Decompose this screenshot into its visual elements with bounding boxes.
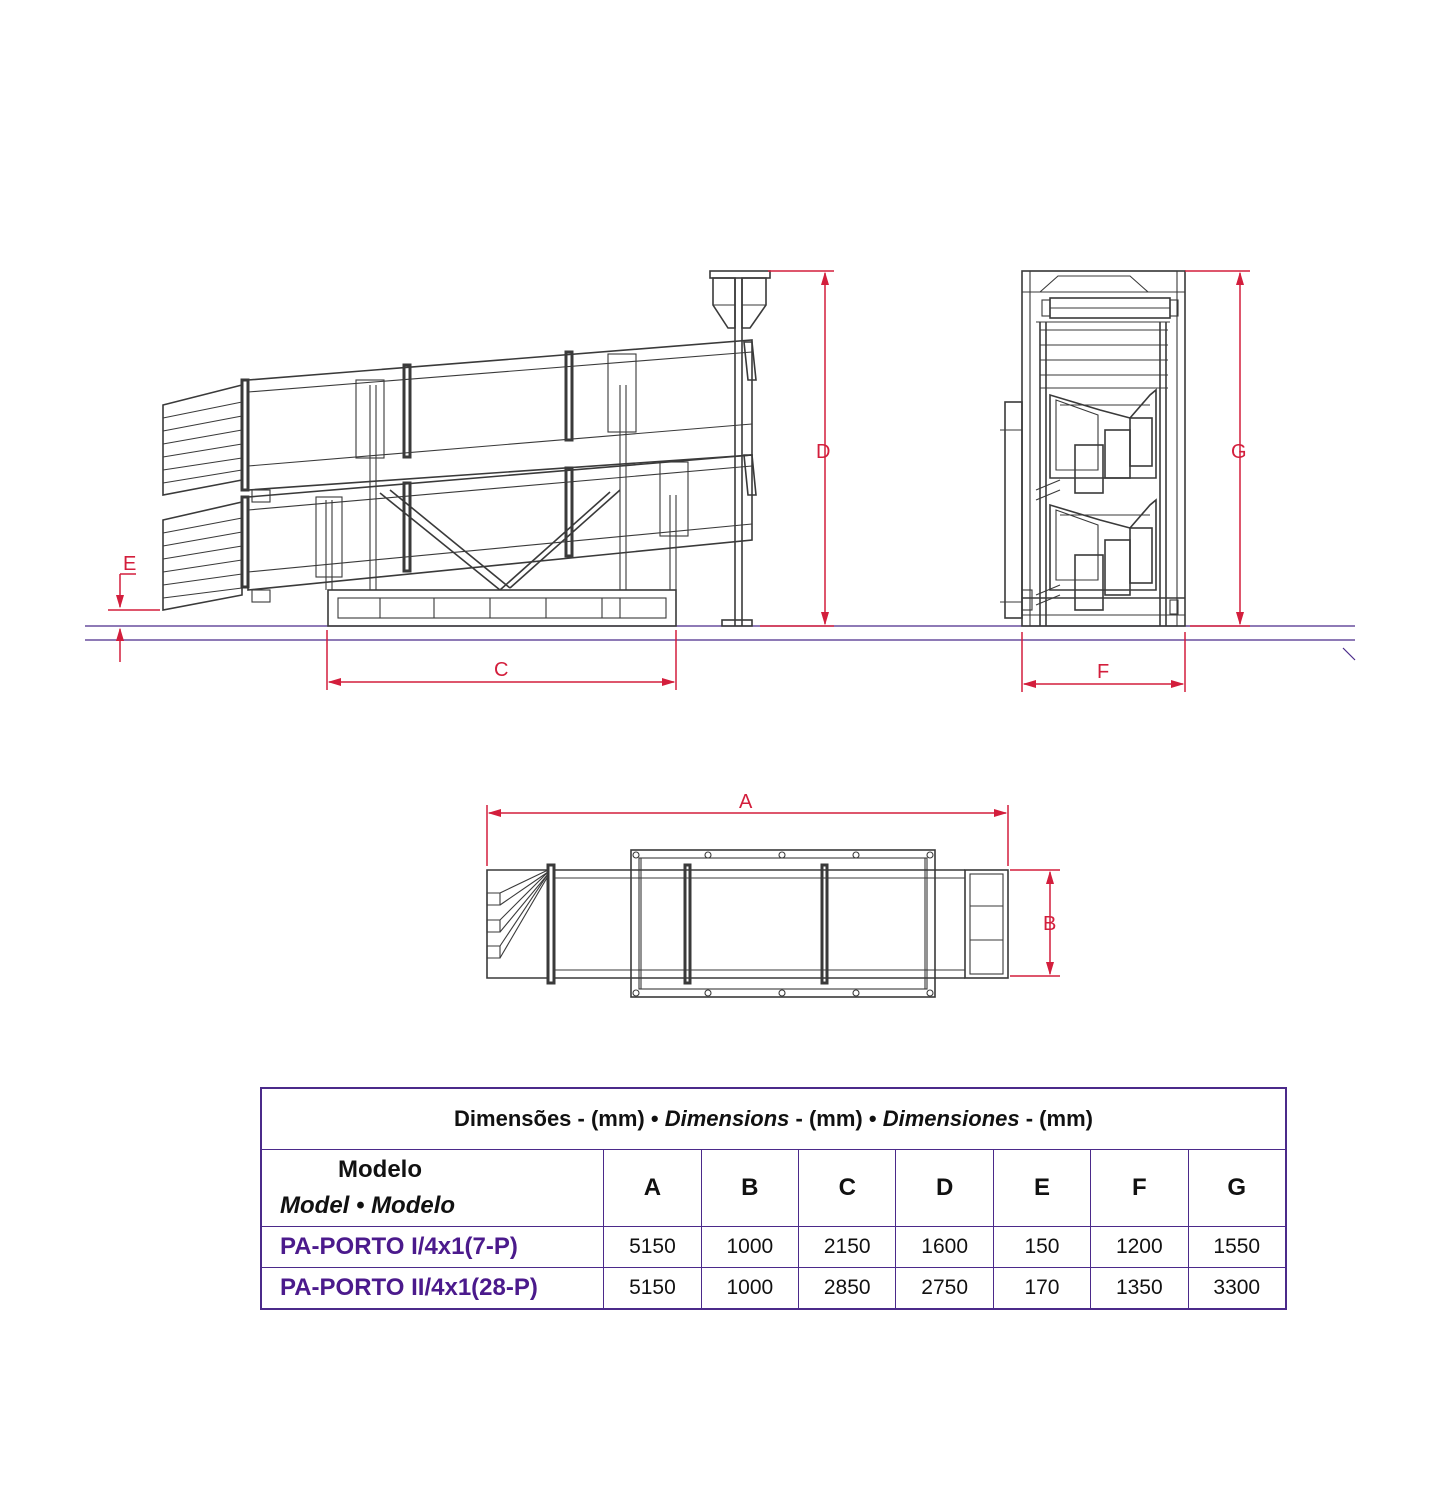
table-title-row [261,1088,1286,1150]
dimension-e-label: E [123,553,137,575]
title-es-unit: - (mm) [1019,1106,1093,1131]
title-pt: Dimensões - (mm) [454,1106,645,1131]
value-b: 1000 [701,1268,798,1310]
dimension-g-label: G [1231,441,1247,463]
value-a: 5150 [604,1227,701,1268]
value-d: 2750 [896,1268,993,1310]
value-a: 5150 [604,1268,701,1310]
value-c: 2150 [799,1227,896,1268]
dimension-f-label: F [1097,661,1110,683]
title-es-word: Dimensiones [882,1106,1020,1131]
dimension-c-label: C [494,659,509,681]
dimension-c [327,630,676,690]
side-view [163,271,770,626]
dimension-g [1185,271,1250,626]
column-header-c: C [799,1150,896,1227]
model-name: PA-PORTO I/4x1(7-P) [261,1227,604,1268]
model-name: PA-PORTO II/4x1(28-P) [261,1268,604,1310]
column-header-g: G [1188,1150,1286,1227]
dimension-d-label: D [816,441,831,463]
column-header-e: E [993,1150,1090,1227]
dimension-e [108,553,160,662]
table-row [261,1227,1286,1268]
value-f: 1200 [1091,1227,1188,1268]
table-row [261,1268,1286,1310]
dimensions-table [260,1087,1287,1310]
ground-line [85,626,1355,660]
table-header-row [261,1150,1286,1227]
model-header-line1: Modelo [338,1156,422,1183]
value-f: 1350 [1091,1268,1188,1310]
dimension-b [1010,870,1060,976]
value-e: 170 [993,1268,1090,1310]
column-header-f: F [1091,1150,1188,1227]
column-header-b: B [701,1150,798,1227]
title-bullet-1: • [650,1106,659,1131]
dimension-f [1022,632,1185,692]
title-bullet-2: • [868,1106,877,1131]
dimension-b-label: B [1043,913,1057,935]
title-en-unit: - (mm) [789,1106,863,1131]
column-header-d: D [896,1150,993,1227]
dimension-a [487,791,1008,866]
column-header-a: A [604,1150,701,1227]
value-g: 3300 [1188,1268,1286,1310]
value-b: 1000 [701,1227,798,1268]
value-c: 2850 [799,1268,896,1310]
top-view [487,850,1008,997]
value-e: 150 [993,1227,1090,1268]
front-view [1000,271,1185,626]
model-header-line2: Model • Modelo [280,1192,456,1219]
value-d: 1600 [896,1227,993,1268]
title-en-word: Dimensions [664,1106,790,1131]
table-title [261,1088,1286,1150]
dimension-a-label: A [739,791,753,813]
model-header [261,1150,604,1227]
dimension-d [760,271,834,626]
value-g: 1550 [1188,1227,1286,1268]
